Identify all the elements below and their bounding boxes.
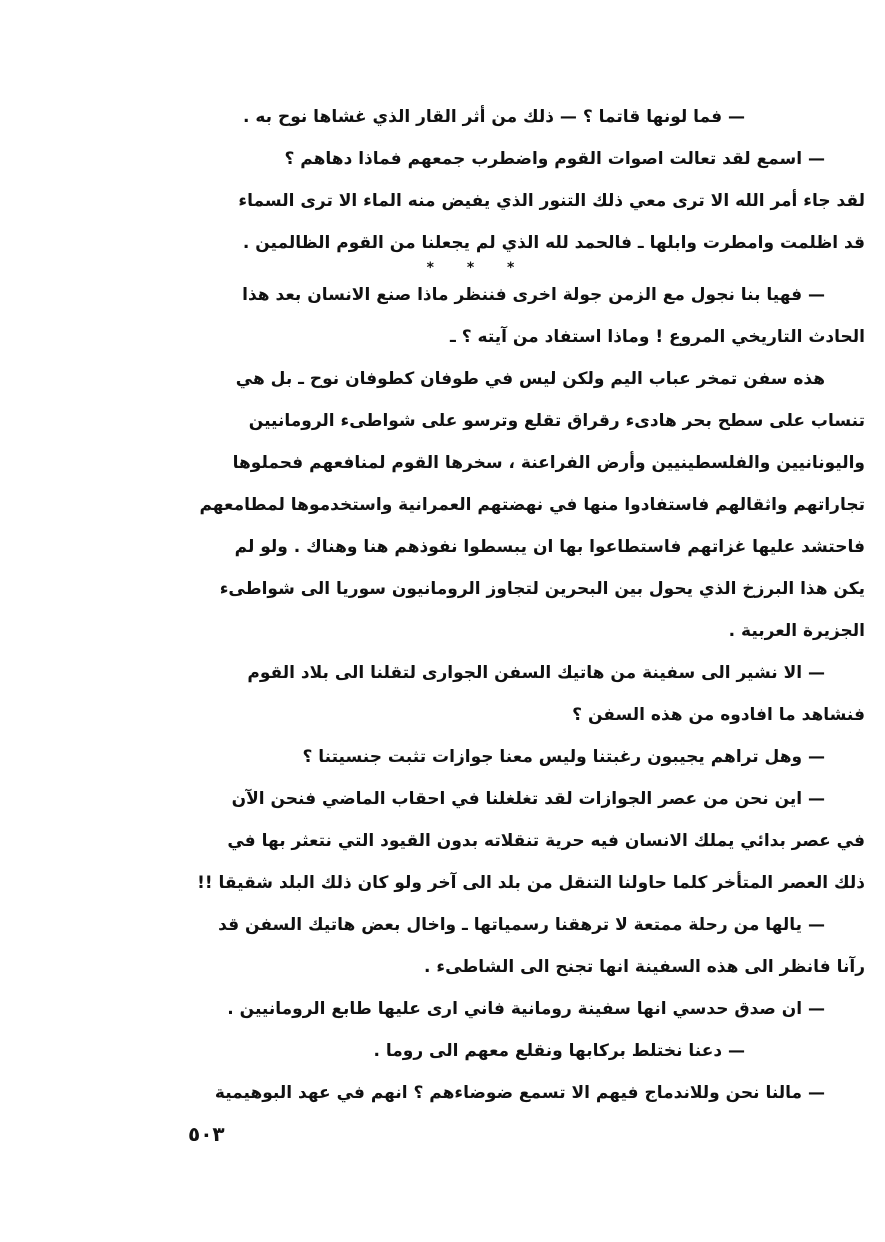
text-line: الحادث التاريخي المروع ! وماذا استفاد من آيته ؟ ـ bbox=[450, 327, 865, 347]
page-number: ٥٠٣ bbox=[188, 1122, 225, 1146]
section-separator: * * * bbox=[426, 260, 529, 276]
text-line: — مالنا نحن وللاندماج فيهم الا تسمع ضوضاءهم ؟ انهم في عهد البوهيمية bbox=[214, 1083, 825, 1103]
text-line: — يالها من رحلة ممتعة لا ترهقنا رسمياتها ـ واخال بعض هاتيك السفن قد bbox=[218, 915, 825, 935]
text-line: — اين نحن من عصر الجوازات لقد تغلغلنا في احقاب الماضي فنحن الآن bbox=[231, 789, 825, 809]
text-line: لقد جاء أمر الله الا ترى معي ذلك التنور الذي يفيض منه الماء الا ترى السماء bbox=[238, 191, 865, 211]
text-line: — وهل تراهم يجيبون رغبتنا وليس معنا جوازات تثبت جنسيتنا ؟ bbox=[302, 747, 825, 767]
text-line: — فهيا بنا نجول مع الزمن جولة اخرى فننظر ماذا صنع الانسان بعد هذا bbox=[242, 285, 825, 305]
text-line: رآنا فانظر الى هذه السفينة انها تجنح الى الشاطىء . bbox=[424, 957, 865, 977]
text-line: ذلك العصر المتأخر كلما حاولنا التنقل من بلد الى آخر ولو كان ذلك البلد شقيقا !! bbox=[197, 873, 865, 893]
text-line: تنساب على سطح بحر هادىء رقراق تقلع وترسو على شواطىء الرومانيين bbox=[248, 411, 865, 431]
text-line: في عصر بدائي يملك الانسان فيه حرية تنقلاته بدون القيود التي نتعثر بها في bbox=[227, 831, 865, 851]
text-line: — ان صدق حدسي انها سفينة رومانية فاني ارى عليها طابع الرومانيين . bbox=[227, 999, 825, 1019]
text-line: — الا نشير الى سفينة من هاتيك السفن الجوارى لتقلنا الى بلاد القوم bbox=[247, 663, 825, 683]
text-line: تجاراتهم واثقالهم فاستفادوا منها في نهضتهم العمرانية واستخدموها لمطامعهم bbox=[199, 495, 865, 515]
text-line: — فما لونها قاتما ؟ — ذلك من أثر القار الذي غشاها نوح به . bbox=[242, 107, 745, 127]
text-line: — دعنا نختلط بركابها ونقلع معهم الى روما . bbox=[373, 1041, 745, 1061]
text-line: هذه سفن تمخر عباب اليم ولكن ليس في طوفان كطوفان نوح ـ بل هي bbox=[235, 369, 825, 389]
text-line: فاحتشد عليها غزاتهم فاستطاعوا بها ان يبسطوا نفوذهم هنا وهناك . ولو لم bbox=[234, 537, 865, 557]
text-line: قد اظلمت وامطرت وابلها ـ فالحمد لله الذي لم يجعلنا من القوم الظالمين . bbox=[242, 233, 865, 253]
text-line: فنشاهد ما افادوه من هذه السفن ؟ bbox=[572, 705, 865, 725]
text-line: الجزيرة العربية . bbox=[728, 621, 865, 641]
text-line: يكن هذا البرزخ الذي يحول بين البحرين لتجاوز الرومانيون سوريا الى شواطىء bbox=[219, 579, 865, 599]
text-line: — اسمع لقد تعالت اصوات القوم واضطرب جمعهم فماذا دهاهم ؟ bbox=[284, 149, 825, 169]
text-line: واليونانيين والفلسطينيين وأرض الفراعنة ، سخرها القوم لمنافعهم فحملوها bbox=[232, 453, 865, 473]
body-text bbox=[150, 96, 865, 1114]
